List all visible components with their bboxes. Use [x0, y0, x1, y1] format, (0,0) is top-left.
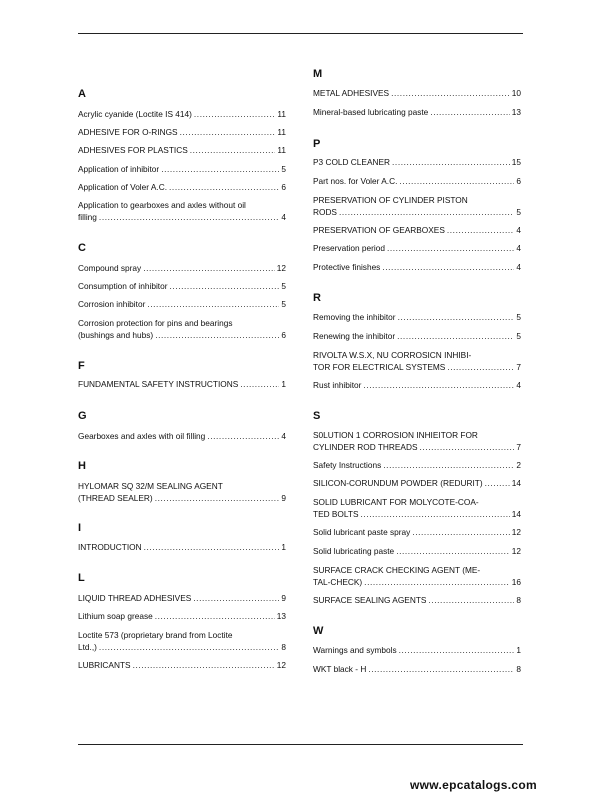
dot-leader [99, 641, 279, 653]
dot-leader [399, 644, 515, 656]
index-entry-text: Corrosion inhibitor [78, 299, 146, 309]
index-entry[interactable] [313, 242, 521, 254]
index-entry-text: (THREAD SEALER) [78, 493, 153, 503]
index-entry-page: 12 [511, 546, 521, 556]
index-entry-text-line1: PRESERVATION OF CYLINDER PISTON [313, 195, 468, 205]
dot-leader [485, 477, 510, 489]
index-entry-text: ADHESIVES FOR PLASTICS [78, 145, 188, 155]
dot-leader [428, 594, 514, 606]
index-entry[interactable] [78, 541, 286, 553]
dot-leader [420, 441, 515, 453]
dot-leader [387, 242, 514, 254]
dot-leader [133, 659, 275, 671]
index-entry-page: 14 [511, 509, 521, 519]
index-entry-text: RODS [313, 207, 337, 217]
index-entry-page: 6 [281, 182, 286, 192]
index-entry[interactable] [78, 430, 286, 442]
index-entry-text: P3 COLD CLEANER [313, 157, 391, 167]
dot-leader [364, 576, 510, 588]
index-entry-page: 4 [281, 212, 286, 222]
index-entry-text: SILICON-CORUNDUM POWDER (REDURIT) [313, 478, 483, 488]
index-entry-text: Protective finishes [313, 262, 381, 272]
index-entry[interactable] [78, 610, 286, 622]
dot-leader [207, 430, 279, 442]
index-entry-page: 10 [511, 88, 521, 98]
section-letter: F [78, 360, 85, 372]
index-entry-page: 12 [276, 263, 286, 273]
index-entry[interactable] [313, 545, 521, 557]
index-entry-text: Preservation period [313, 243, 385, 253]
dot-leader [169, 181, 279, 193]
index-entry-text: TAL-CHECK) [313, 577, 363, 587]
index-entry-text-line1: SURFACE CRACK CHECKING AGENT (ME- [313, 565, 481, 575]
index-entry-text: Gearboxes and axles with oil filling [78, 431, 206, 441]
index-entry-text-line1: HYLOMAR SQ 32/M SEALING AGENT [78, 481, 223, 491]
dot-leader [169, 280, 279, 292]
dot-leader [361, 508, 510, 520]
index-entry[interactable] [78, 659, 286, 671]
index-entry-page: 5 [281, 299, 286, 309]
index-entry-text-line1: Application to gearboxes and axles without oil [78, 200, 246, 210]
dot-leader [144, 541, 280, 553]
dot-leader [398, 311, 515, 323]
index-entry-page: 4 [516, 380, 521, 390]
index-entry-text: CYLINDER ROD THREADS [313, 442, 418, 452]
index-entry-text: TOR FOR ELECTRICAL SYSTEMS [313, 362, 446, 372]
section-letter: P [313, 138, 321, 150]
index-entry-text: Application of Voler A.C. [78, 182, 168, 192]
index-entry[interactable] [78, 144, 286, 156]
index-entry-page: 15 [511, 157, 521, 167]
index-entry-page: 13 [511, 107, 521, 117]
index-entry-text: (bushings and hubs) [78, 330, 154, 340]
index-entry-text: Consumption of inhibitor [78, 281, 168, 291]
dot-leader [99, 211, 279, 223]
index-entry[interactable] [313, 594, 521, 606]
index-entry[interactable] [78, 480, 286, 504]
index-entry-text: Rust inhibitor [313, 380, 362, 390]
footer-url: www.epcatalogs.com [410, 778, 537, 792]
index-entry-text: FUNDAMENTAL SAFETY INSTRUCTIONS [78, 379, 239, 389]
index-entry-text: PRESERVATION OF GEARBOXES [313, 225, 445, 235]
bottom-rule [78, 744, 523, 745]
index-entry-page: 5 [281, 164, 286, 174]
section-letter: H [78, 460, 86, 472]
index-entry-text: Safety Instructions [313, 460, 382, 470]
index-entry-page: 4 [516, 243, 521, 253]
dot-leader [339, 206, 514, 218]
index-entry-text: Mineral-based lubricating paste [313, 107, 429, 117]
index-entry-text-line1: Loctite 573 (proprietary brand from Loctite [78, 630, 233, 640]
dot-leader [180, 126, 276, 138]
index-entry-page: 5 [516, 207, 521, 217]
section-letter: C [78, 242, 86, 254]
index-entry[interactable] [78, 592, 286, 604]
index-entry-page: 8 [516, 664, 521, 674]
index-entry-text: Compound spray [78, 263, 142, 273]
dot-leader [190, 144, 276, 156]
index-entry-page: 5 [516, 312, 521, 322]
dot-leader [447, 224, 515, 236]
index-entry-page: 4 [516, 225, 521, 235]
dot-leader [240, 378, 279, 390]
index-entry-page: 7 [516, 442, 521, 452]
index-entry-page: 12 [511, 527, 521, 537]
section-letter: W [313, 625, 324, 637]
index-entry-page: 6 [516, 176, 521, 186]
dot-leader [363, 379, 514, 391]
index-entry[interactable] [313, 526, 521, 538]
index-entry[interactable] [313, 459, 521, 471]
index-entry[interactable] [78, 126, 286, 138]
dot-leader [382, 261, 514, 273]
index-entry[interactable] [78, 181, 286, 193]
index-entry[interactable] [313, 349, 521, 373]
dot-leader [447, 361, 514, 373]
section-letter: I [78, 522, 82, 534]
index-entry[interactable] [313, 175, 521, 187]
index-entry-page: 5 [516, 331, 521, 341]
index-entry-text: SURFACE SEALING AGENTS [313, 595, 427, 605]
index-entry[interactable] [313, 194, 521, 218]
index-entry-page: 7 [516, 362, 521, 372]
section-letter: M [313, 68, 323, 80]
section-letter: G [78, 410, 87, 422]
index-entry-page: 8 [516, 595, 521, 605]
dot-leader [143, 262, 275, 274]
dot-leader [161, 163, 279, 175]
index-entry-text-line1: SOLID LUBRICANT FOR MOLYCOTE-COA- [313, 497, 479, 507]
dot-leader [396, 545, 510, 557]
index-entry-text: LUBRICANTS [78, 660, 131, 670]
index-entry-text: Warnings and symbols [313, 645, 397, 655]
dot-leader [368, 663, 514, 675]
index-entry[interactable] [78, 629, 286, 653]
dot-leader [155, 610, 275, 622]
dot-leader [383, 459, 514, 471]
index-entry[interactable] [78, 378, 286, 390]
index-entry-page: 12 [276, 660, 286, 670]
index-entry-text: Solid lubricant paste spray [313, 527, 411, 537]
index-entry[interactable] [313, 564, 521, 588]
dot-leader [155, 329, 279, 341]
index-entry[interactable] [78, 108, 286, 120]
index-entry[interactable] [313, 663, 521, 675]
index-entry-page: 4 [516, 262, 521, 272]
index-entry-page: 1 [516, 645, 521, 655]
index-entry-text: Renewing the inhibitor [313, 331, 396, 341]
index-entry-text: TED BOLTS [313, 509, 359, 519]
dot-leader [193, 592, 279, 604]
index-entry-text: Application of inhibitor [78, 164, 160, 174]
dot-leader [147, 298, 279, 310]
index-entry-text: Removing the inhibitor [313, 312, 396, 322]
index-entry[interactable] [313, 477, 521, 489]
dot-leader [399, 175, 514, 187]
dot-leader [430, 106, 509, 118]
index-entry-page: 1 [281, 542, 286, 552]
dot-leader [412, 526, 509, 538]
index-entry-text: WKT black - H [313, 664, 367, 674]
index-entry-text: filling [78, 212, 97, 222]
section-letter: R [313, 292, 321, 304]
dot-leader [391, 87, 510, 99]
index-entry-page: 4 [281, 431, 286, 441]
index-entry[interactable] [313, 87, 521, 99]
index-entry[interactable] [78, 199, 286, 223]
index-entry-text: Lithium soap grease [78, 611, 153, 621]
index-entry[interactable] [313, 496, 521, 520]
index-entry-page: 11 [277, 127, 286, 137]
index-entry-text: Acrylic cyanide (Loctite IS 414) [78, 109, 192, 119]
index-entry-text: INTRODUCTION [78, 542, 142, 552]
index-entry[interactable] [78, 317, 286, 341]
index-entry-text: LIQUID THREAD ADHESIVES [78, 593, 192, 603]
index-entry-page: 9 [281, 593, 286, 603]
index-entry-page: 13 [276, 611, 286, 621]
section-letter: S [313, 410, 321, 422]
index-entry-text-line1: S0LUTION 1 CORROSION INHIEITOR FOR [313, 430, 478, 440]
index-entry[interactable] [78, 280, 286, 292]
index-entry-page: 11 [277, 109, 286, 119]
index-entry-page: 6 [281, 330, 286, 340]
index-entry-page: 9 [281, 493, 286, 503]
section-letter: A [78, 88, 86, 100]
index-entry[interactable] [313, 379, 521, 391]
index-entry[interactable] [313, 311, 521, 323]
index-entry-page: 16 [511, 577, 521, 587]
index-entry[interactable] [313, 156, 521, 168]
index-entry-text: ADHESIVE FOR O-RINGS [78, 127, 178, 137]
index-entry-text: Part nos. for Voler A.C. [313, 176, 398, 186]
index-entry-page: 14 [511, 478, 521, 488]
top-rule [78, 33, 523, 34]
index-entry[interactable] [78, 163, 286, 175]
index-entry-text-line1: RIVOLTA W.S.X, NU CORROSICN INHIBI- [313, 350, 472, 360]
index-entry-page: 11 [277, 145, 286, 155]
index-entry-text: Ltd.,) [78, 642, 97, 652]
index-entry-text: METAL ADHESIVES [313, 88, 390, 98]
index-entry[interactable] [313, 429, 521, 453]
index-entry[interactable] [313, 106, 521, 118]
index-entry[interactable] [78, 262, 286, 274]
dot-leader [194, 108, 275, 120]
dot-leader [397, 330, 514, 342]
index-entry-page: 5 [281, 281, 286, 291]
dot-leader [392, 156, 510, 168]
index-entry[interactable] [313, 330, 521, 342]
dot-leader [155, 492, 280, 504]
index-entry[interactable] [313, 261, 521, 273]
index-entry-text: Solid lubricating paste [313, 546, 395, 556]
index-entry[interactable] [313, 644, 521, 656]
section-letter: L [78, 572, 85, 584]
index-entry-page: 8 [281, 642, 286, 652]
index-entry[interactable] [78, 298, 286, 310]
index-entry-page: 1 [281, 379, 286, 389]
index-entry[interactable] [313, 224, 521, 236]
index-entry-text-line1: Corrosion protection for pins and bearings [78, 318, 233, 328]
index-entry-page: 2 [516, 460, 521, 470]
